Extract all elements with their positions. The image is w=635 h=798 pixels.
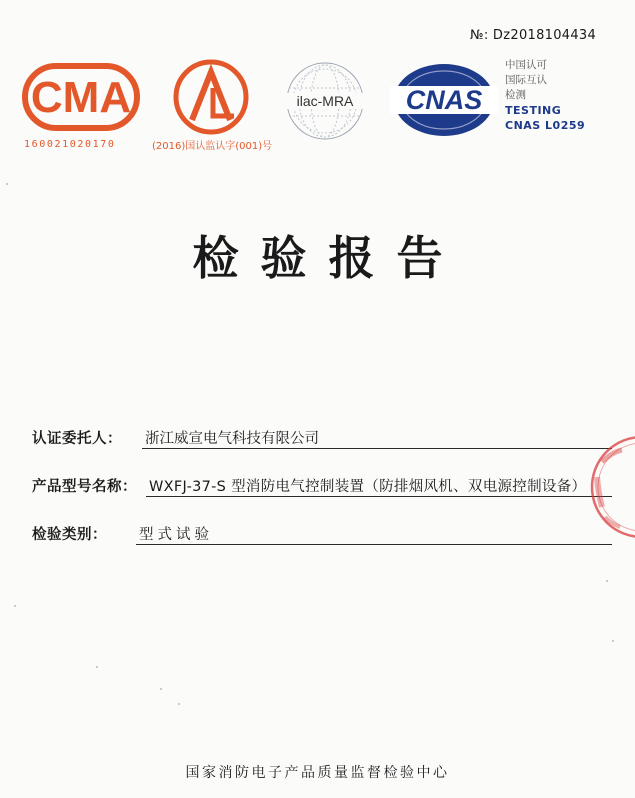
product-underline xyxy=(146,496,612,497)
report-number: №: Dz2018104434 xyxy=(470,28,597,43)
cma-logo xyxy=(22,62,140,136)
cnas-line-2: 国际互认 xyxy=(505,74,547,86)
cma-letters: CMA xyxy=(30,73,132,122)
cnas-line-5: CNAS L0259 xyxy=(505,119,586,132)
client-label: 认证委托人： xyxy=(32,431,122,447)
category-label: 检验类别： xyxy=(32,527,107,543)
ilac-text: ilac-MRA xyxy=(296,93,354,109)
cal-caption: (2016)国认监认字(001)号 xyxy=(152,141,273,152)
product-value: WXFJ-37-S 型消防电气控制装置（防排烟风机、双电源控制设备） xyxy=(149,479,587,495)
page-title: 检验报告 xyxy=(192,231,465,285)
paper-speck xyxy=(6,183,8,185)
client-value: 浙江威宣电气科技有限公司 xyxy=(145,431,319,447)
paper-speck xyxy=(606,580,608,582)
cnas-line-1: 中国认可 xyxy=(505,59,547,71)
ilac-mra-logo xyxy=(282,58,368,148)
cma-logo-icon xyxy=(22,62,140,132)
issuing-organization: 国家消防电子产品质量监督检验中心 xyxy=(185,765,450,781)
cnas-accreditation-text xyxy=(505,58,585,133)
paper-speck xyxy=(178,703,180,705)
product-label: 产品型号名称： xyxy=(32,479,137,495)
paper-speck xyxy=(160,688,162,690)
category-field xyxy=(32,523,612,545)
product-field xyxy=(32,475,612,497)
cal-letters: CAL xyxy=(210,108,212,109)
cnas-letters: CNAS xyxy=(405,85,483,115)
cal-logo-icon xyxy=(170,58,252,136)
official-seal xyxy=(572,432,635,546)
client-field xyxy=(32,427,612,449)
cma-number: 160021020170 xyxy=(24,139,116,150)
cnas-globe-icon xyxy=(390,60,498,140)
cnas-line-4: TESTING xyxy=(505,104,562,117)
client-underline xyxy=(142,448,612,449)
paper-speck xyxy=(96,666,98,668)
category-value: 型式试验 xyxy=(139,527,213,543)
cal-logo xyxy=(170,58,252,140)
cnas-logo xyxy=(390,60,498,144)
cnas-line-3: 检测 xyxy=(505,89,526,101)
seal-icon xyxy=(572,432,635,542)
paper-speck xyxy=(14,605,16,607)
ilac-globe-icon xyxy=(282,58,368,144)
category-underline xyxy=(136,544,612,545)
paper-speck xyxy=(612,640,614,642)
